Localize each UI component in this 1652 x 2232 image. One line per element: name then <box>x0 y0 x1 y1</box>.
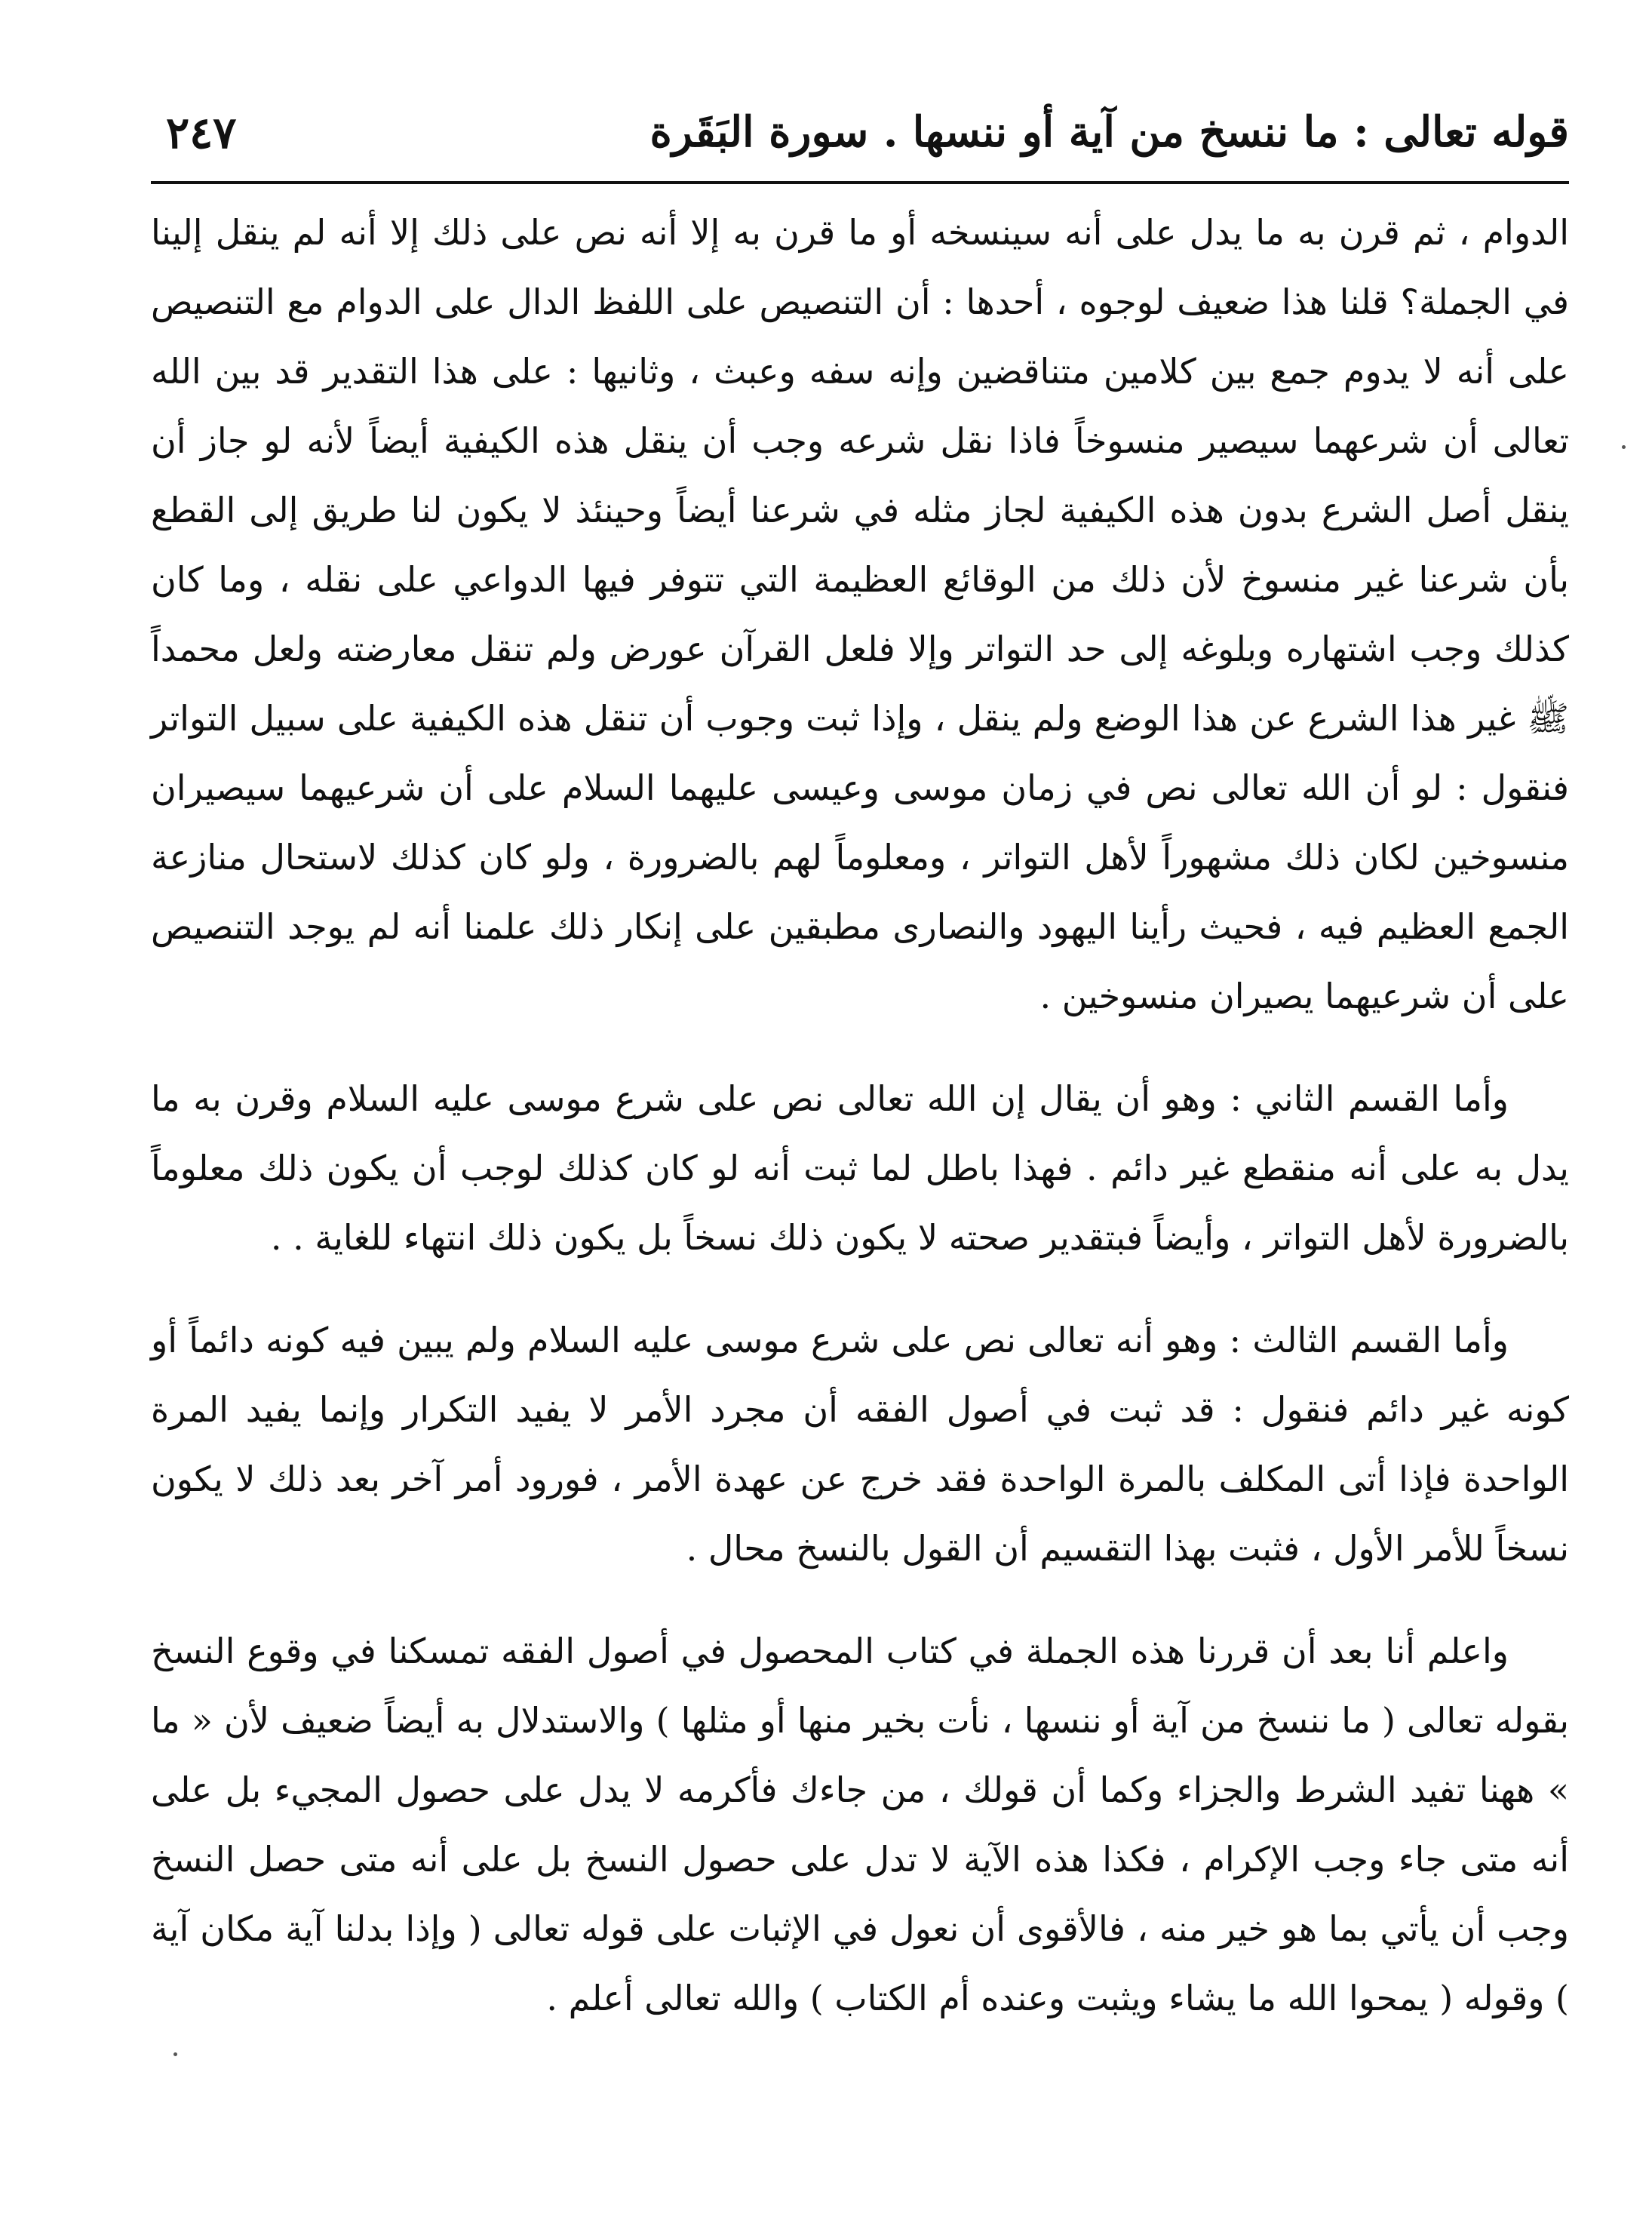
header-rule <box>151 181 1569 184</box>
scan-speck <box>1622 445 1626 449</box>
running-title: قوله تعالى : ما ننسخ من آية أو ننسها . سورة البَقَرة <box>649 107 1569 157</box>
scan-speck <box>173 2052 177 2056</box>
paragraph-2: وأما القسم الثاني : وهو أن يقال إن الله تعالى نص على شرع موسى عليه السلام وقرن به ما يدل به على أنه منقطع غير دائم . فهذا باطل لما ثبت أنه لو كان كذلك لوجب أن يكون ذلك معلوماً بالضرورة لأهل التواتر ، وأيضاً فبتقدير صحته لا يكون ذلك نسخاً بل يكون ذلك انتهاء للغاية . . <box>151 1078 1569 1258</box>
page-header <box>151 97 1569 180</box>
paragraph-3: وأما القسم الثالث : وهو أنه تعالى نص على شرع موسى عليه السلام ولم يبين فيه كونه دائماً أو كونه غير دائم فنقول : قد ثبت في أصول الفقه أن مجرد الأمر لا يفيد التكرار وإنما يفيد المرة الواحدة فإذا أتى المكلف بالمرة الواحدة فقد خرج عن عهدة الأمر ، فورود أمر آخر بعد ذلك لا يكون نسخاً للأمر الأول ، فثبت بهذا التقسيم أن القول بالنسخ محال . <box>151 1320 1569 1569</box>
paragraph-4: واعلم أنا بعد أن قررنا هذه الجملة في كتاب المحصول في أصول الفقه تمسكنا في وقوع النسخ بقوله تعالى ( ما ننسخ من آية أو ننسها ، نأت بخير منها أو مثلها ) والاستدلال به أيضاً ضعيف لأن « ما » ههنا تفيد الشرط والجزاء وكما أن قولك ، من جاءك فأكرمه لا يدل على حصول المجيء بل على أنه متى جاء وجب الإكرام ، فكذا هذه الآية لا تدل على حصول النسخ بل على أنه متى حصل النسخ وجب أن يأتي بما هو خير منه ، فالأقوى أن نعول في الإثبات على قوله تعالى ( وإذا بدلنا آية مكان آية ) وقوله ( يمحوا الله ما يشاء ويثبت وعنده أم الكتاب ) والله تعالى أعلم . <box>151 1631 1569 2018</box>
body-text <box>151 198 1569 2033</box>
page-number: ٢٤٧ <box>166 107 237 158</box>
paragraph-1: الدوام ، ثم قرن به ما يدل على أنه سينسخه أو ما قرن به إلا أنه نص على ذلك إلا أنه لم ينقل إلينا في الجملة؟ قلنا هذا ضعيف لوجوه ، أحدها : أن التنصيص على اللفظ الدال على الدوام مع التنصيص على أنه لا يدوم جمع بين كلامين متناقضين وإنه سفه وعبث ، وثانيها : على هذا التقدير قد بين الله تعالى أن شرعهما سيصير منسوخاً فاذا نقل شرعه وجب أن ينقل هذه الكيفية أيضاً لأنه لو جاز أن ينقل أصل الشرع بدون هذه الكيفية لجاز مثله في شرعنا أيضاً وحينئذ لا يكون لنا طريق إلى القطع بأن شرعنا غير منسوخ لأن ذلك من الوقائع العظيمة التي تتوفر فيها الدواعي على نقله ، وما كان كذلك وجب اشتهاره وبلوغه إلى حد التواتر وإلا فلعل القرآن عورض ولم تنقل معارضته ولعل محمداً ﷺ غير هذا الشرع عن هذا الوضع ولم ينقل ، وإذا ثبت وجوب أن تنقل هذه الكيفية على سبيل التواتر فنقول : لو أن الله تعالى نص في زمان موسى وعيسى عليهما السلام على أن شرعيهما سيصيران منسوخين لكان ذلك مشهوراً لأهل التواتر ، ومعلوماً لهم بالضرورة ، ولو كان كذلك لاستحال منازعة الجمع العظيم فيه ، فحيث رأينا اليهود والنصارى مطبقين على إنكار ذلك علمنا أنه لم يوجد التنصيص على أن شرعيهما يصيران منسوخين . <box>151 212 1570 1016</box>
